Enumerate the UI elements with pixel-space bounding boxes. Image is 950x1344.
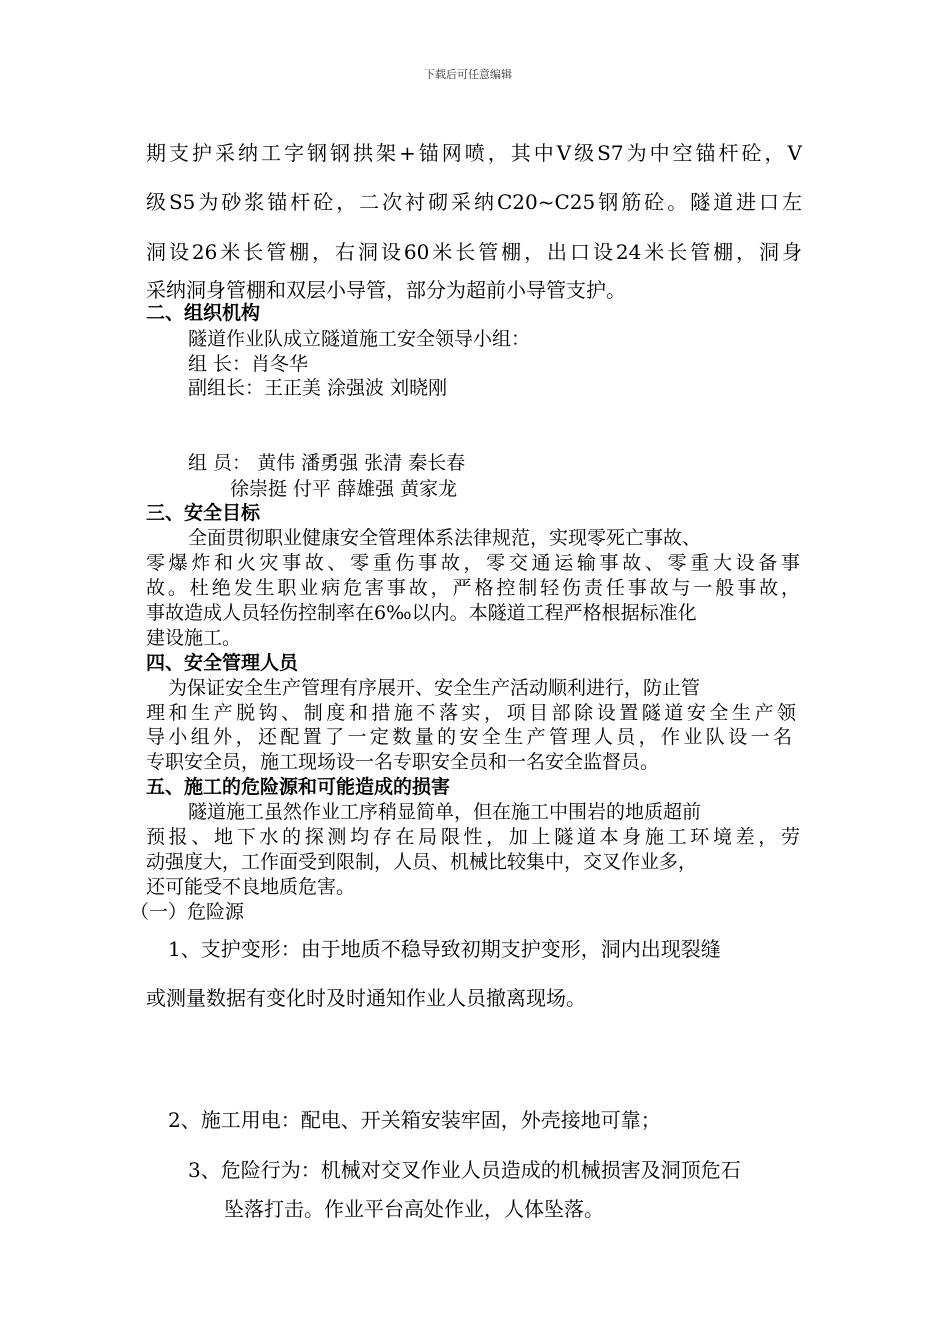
section4-line-4: 专职安全员，施工现场设一名专职安全员和一名安全监督员。 xyxy=(146,751,660,773)
section2-line-5: 徐崇挺 付平 薛雄强 黄家龙 xyxy=(230,478,458,500)
section3-line-2: 零爆炸和火灾事故、零重伤事故，零交通运输事故、零重大设备事 xyxy=(146,552,800,574)
hazard-item-3-line-2: 坠落打击。作业平台高处作业，人体坠落。 xyxy=(224,1197,604,1221)
section4-line-1: 为保证安全生产管理有序展开、安全生产活动顺利进行，防止管 xyxy=(168,677,701,699)
header-note: 下载后可任意编辑 xyxy=(424,68,512,81)
intro-line-2: 级S5为砂浆锚杆砼，二次衬砌采纳C20~C25钢筋砼。隧道进口左 xyxy=(146,190,802,214)
section4-line-2: 理和生产脱钩、制度和措施不落实，项目部除设置隧道安全生产领 xyxy=(146,702,796,724)
intro-line-1: 期支护采纳工字钢钢拱架+锚网喷，其中Ⅴ级S7为中空锚杆砼，Ⅴ xyxy=(146,141,802,165)
section3-line-1: 全面贯彻职业健康安全管理体系法律规范，实现零死亡事故、 xyxy=(188,527,702,549)
section4-heading: 四、安全管理人员 xyxy=(146,652,299,674)
section3-line-4: 事故造成人员轻伤控制率在6‰以内。本隧道工程严格根据标准化 xyxy=(146,602,697,624)
section5-line-2: 预报、地下水的探测均存在局限性，加上隧道本身施工环境差，劳 xyxy=(146,826,800,848)
section2-line-2: 组 长：肖冬华 xyxy=(188,353,309,375)
section4-line-3: 导小组外，还配置了一定数量的安全生产管理人员，作业队设一名 xyxy=(146,726,792,748)
section5-line-3: 动强度大，工作面受到限制，人员、机械比较集中，交叉作业多， xyxy=(146,851,698,873)
intro-line-3: 洞设26米长管棚，右洞设60米长管棚，出口设24米长管棚，洞身 xyxy=(146,240,802,264)
hazard-item-1-line-1: 1、支护变形：由于地质不稳导致初期支护变形，洞内出现裂缝 xyxy=(168,937,721,961)
section3-line-5: 建设施工。 xyxy=(146,627,242,649)
hazard-item-1-line-2: 或测量数据有变化时及时通知作业人员撤离现场。 xyxy=(146,986,586,1010)
section5-sub-heading: （一）危险源 xyxy=(130,901,245,923)
hazard-item-2: 2、施工用电：配电、开关箱安装牢固，外壳接地可靠； xyxy=(168,1108,661,1132)
section3-heading: 三、安全目标 xyxy=(146,502,261,524)
section2-line-1: 隧道作业队成立隧道施工安全领导小组： xyxy=(188,328,531,350)
section5-line-1: 隧道施工虽然作业工序稍显简单，但在施工中围岩的地质超前 xyxy=(188,801,702,823)
section5-line-4: 还可能受不良地质危害。 xyxy=(146,876,356,898)
section2-line-4: 组 员： 黄伟 潘勇强 张清 秦长春 xyxy=(188,452,466,474)
section3-line-3: 故。杜绝发生职业病危害事故，严格控制轻伤责任事故与一般事故， xyxy=(146,577,800,599)
section2-line-3: 副组长：王正美 涂强波 刘晓刚 xyxy=(188,377,448,399)
hazard-item-3-line-1: 3、危险行为：机械对交叉作业人员造成的机械损害及洞顶危石 xyxy=(188,1158,741,1182)
section2-heading: 二、组织机构 xyxy=(146,302,261,324)
section5-heading: 五、施工的危险源和可能造成的损害 xyxy=(146,776,451,798)
intro-line-4: 采纳洞身管棚和双层小导管，部分为超前小导管支护。 xyxy=(146,278,626,302)
